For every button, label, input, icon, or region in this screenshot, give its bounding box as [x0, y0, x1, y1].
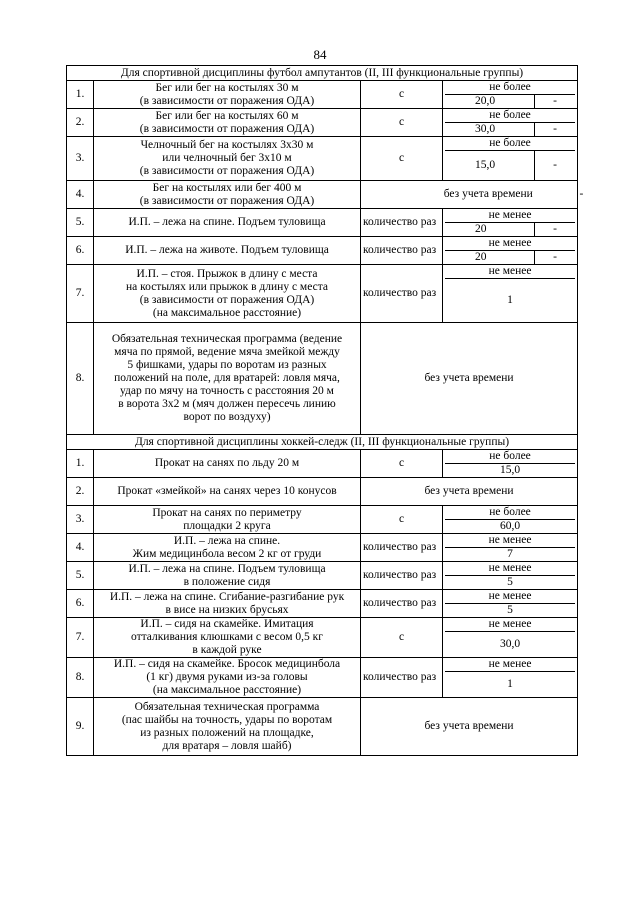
unit: с [361, 137, 443, 181]
exercise-name-line: (в зависимости от поражения ОДА) [139, 122, 315, 135]
row-number: 1. [67, 450, 94, 478]
norm-value: 20 [445, 251, 535, 264]
unit: количество раз [361, 209, 443, 237]
unit: с [361, 109, 443, 137]
table-row [67, 506, 578, 534]
norm-value: 20 [445, 223, 535, 236]
unit: количество раз [361, 658, 443, 698]
exercise-name-line: И.П. – лежа на спине. Сгибание-разгибание рук [109, 590, 345, 603]
row-number: 6. [67, 590, 94, 618]
exercise-name-line: Прокат на санях по периметру [152, 506, 302, 519]
norm-extra: - [553, 95, 557, 107]
exercise-name-line: 5 фишками, удары по воротам из разных [127, 359, 327, 371]
norm-extra: - [553, 223, 557, 235]
table-row [67, 237, 578, 265]
norm-limit: не менее [445, 562, 575, 576]
table-row [67, 81, 578, 109]
unit-wide: без учета времени [361, 181, 578, 209]
norm-limit: не менее [445, 618, 575, 632]
exercise-name-line: (в зависимости от поражения ОДА) [139, 165, 315, 177]
norm-cell [443, 590, 578, 618]
norm-cell [443, 534, 578, 562]
exercise-name-line: И.П. – лежа на спине. [173, 534, 281, 547]
exercise-name-line: И.П. – лежа на животе. Подъем туловища [125, 244, 329, 256]
page-number: 84 [313, 47, 327, 62]
row-number: 4. [67, 181, 94, 209]
norm-cell [443, 562, 578, 590]
unit-wide: без учета времени [361, 698, 578, 756]
exercise-name-line: ворот по воздуху) [183, 411, 271, 423]
exercise-name-line: И.П. – лежа на спине. Подъем туловища [128, 562, 326, 575]
norm-limit: не более [445, 109, 575, 123]
table-row [67, 698, 578, 756]
norm [445, 534, 575, 561]
norm-limit: не более [445, 137, 575, 151]
exercise-name-line: Бег или бег на костылях 30 м [155, 81, 299, 94]
norm-cell [443, 618, 578, 658]
exercise-name [94, 658, 361, 698]
row-number: 1. [67, 81, 94, 109]
exercise-name-line: в каждой руке [192, 644, 262, 656]
norm-values [445, 95, 575, 108]
norm-limit: не менее [445, 590, 575, 604]
exercise-name-line: мяча по прямой, ведение мяча змейкой между [114, 346, 340, 358]
norm-cell [443, 209, 578, 237]
row-number: 5. [67, 209, 94, 237]
exercise-name-line: Прокат на санях по льду 20 м [154, 457, 300, 469]
norm [445, 590, 575, 617]
norm-value: 15,0 [499, 464, 521, 476]
exercise-name-line: И.П. – сидя на скамейке. Бросок медицинбола [113, 658, 341, 670]
row-number: 8. [67, 323, 94, 435]
exercise-name [94, 181, 361, 209]
table-row [67, 534, 578, 562]
exercise-name-line: (в зависимости от поражения ОДА) [139, 94, 315, 107]
row-number: 9. [67, 698, 94, 756]
table-row [67, 209, 578, 237]
row-number: 7. [67, 618, 94, 658]
exercise-name [94, 698, 361, 756]
exercise-name [94, 81, 361, 109]
exercise-name-line: Жим медицинбола весом 2 кг от груди [132, 547, 322, 560]
norm-limit: не более [445, 81, 575, 95]
norm [445, 618, 575, 657]
row-number: 2. [67, 109, 94, 137]
norm-value: 30,0 [499, 638, 521, 650]
norms-table [66, 65, 584, 756]
norm-extra: - [553, 123, 557, 135]
exercise-name [94, 450, 361, 478]
exercise-name-line: удар по мячу на точность с расстояния 20 м [120, 385, 334, 397]
exercise-name [94, 562, 361, 590]
norm [445, 562, 575, 589]
norm [445, 658, 575, 697]
norm-value: 30,0 [445, 123, 535, 136]
norm-limit: не менее [445, 209, 575, 223]
norm-cell [443, 450, 578, 478]
norm-value: 5 [507, 604, 513, 616]
norm-limit: не менее [445, 237, 575, 251]
norm-extra: - [553, 251, 557, 263]
exercise-name-line: в ворота 3х2 м (мяч должен пересечь линию [118, 398, 336, 410]
exercise-name-line: в висе на низких брусьях [165, 603, 289, 616]
exercise-name-line: Бег или бег на костылях 60 м [155, 109, 299, 122]
exercise-name [94, 618, 361, 658]
exercise-name-line: (пас шайбы на точность, удары по воротам [121, 713, 333, 726]
exercise-name-line: или челночный бег 3х10 м [162, 152, 292, 164]
row-number: 4. [67, 534, 94, 562]
exercise-name-line: Обязательная техническая программа [134, 700, 320, 713]
norm-value: 5 [507, 576, 513, 588]
exercise-name-line: для вратаря – ловля шайб) [162, 739, 292, 752]
exercise-name-line: И.П. – лежа на спине. Подъем туловища [128, 216, 326, 228]
exercise-name-line: Бег на костылях или бег 400 м [152, 181, 302, 194]
exercise-name-line: площадки 2 круга [183, 519, 271, 532]
row-number: 3. [67, 137, 94, 181]
norm-cell [443, 81, 578, 109]
table-row [67, 109, 578, 137]
row-number: 6. [67, 237, 94, 265]
norm-value: 60,0 [499, 520, 521, 532]
exercise-name-line: Обязательная техническая программа (ведение [111, 333, 343, 345]
norm-value: 20,0 [445, 95, 535, 108]
table-row [67, 265, 578, 323]
norm-extra: - [553, 159, 557, 171]
exercise-name [94, 209, 361, 237]
norm-values [445, 279, 575, 322]
row-number: 3. [67, 506, 94, 534]
exercise-name [94, 534, 361, 562]
norm-value: 7 [507, 548, 513, 560]
norm [445, 237, 575, 264]
norm [445, 81, 575, 108]
norm [445, 209, 575, 236]
section-title: Для спортивной дисциплины футбол ампутантов (II, III функциональные группы) [67, 66, 578, 81]
exercise-name-line: Челночный бег на костылях 3х30 м [140, 139, 314, 151]
section-title: Для спортивной дисциплины хоккей-следж (II, III функциональные группы) [67, 435, 578, 450]
table-row [67, 590, 578, 618]
norm-limit: не менее [445, 534, 575, 548]
norm-limit: не более [445, 450, 575, 464]
norm-values [445, 576, 575, 589]
exercise-name-line: (1 кг) двумя руками из-за головы [146, 671, 308, 683]
exercise-name-line: (в зависимости от поражения ОДА) [139, 293, 315, 306]
norm-value: 15,0 [445, 151, 535, 180]
row-number: 8. [67, 658, 94, 698]
row-number: 5. [67, 562, 94, 590]
norm [445, 450, 575, 477]
unit: с [361, 506, 443, 534]
unit: количество раз [361, 562, 443, 590]
norm-values [445, 251, 575, 264]
exercise-name-line: И.П. – стоя. Прыжок в длину с места [136, 267, 318, 280]
exercise-name [94, 478, 361, 506]
exercise-name [94, 590, 361, 618]
exercise-name [94, 109, 361, 137]
norm-values [445, 632, 575, 657]
unit-wide: без учета времени [361, 478, 578, 506]
exercise-name-line: Прокат «змейкой» на санях через 10 конусов [117, 485, 337, 497]
exercise-name [94, 506, 361, 534]
norm-cell [443, 506, 578, 534]
table-row [67, 562, 578, 590]
norm-values [445, 604, 575, 617]
row-number: 7. [67, 265, 94, 323]
row-number: 2. [67, 478, 94, 506]
exercise-name [94, 237, 361, 265]
norm-values [445, 151, 575, 180]
norm-cell [443, 109, 578, 137]
unit: с [361, 450, 443, 478]
exercise-name-line: отталкивания клюшками с весом 0,5 кг [130, 631, 323, 643]
unit: с [361, 81, 443, 109]
norm-values [445, 223, 575, 236]
norm-cell [443, 265, 578, 323]
unit: количество раз [361, 265, 443, 323]
exercise-name-line: И.П. – сидя на скамейке. Имитация [140, 618, 314, 630]
norm-values [445, 548, 575, 561]
exercise-name [94, 265, 361, 323]
table-row [67, 323, 578, 435]
table-row [67, 658, 578, 698]
norm-values [445, 672, 575, 697]
norm-limit: не менее [445, 658, 575, 672]
table-row: 4. Бег на костылях или бег 400 м (в зависимости от поражения ОДА) без учета времени - [67, 181, 578, 209]
norm-value: 1 [507, 294, 513, 306]
norm [445, 265, 575, 322]
unit: количество раз [361, 590, 443, 618]
unit-wide: без учета времени [361, 323, 578, 435]
unit: с [361, 618, 443, 658]
norm-cell [443, 237, 578, 265]
norm [445, 109, 575, 136]
unit: количество раз [361, 534, 443, 562]
exercise-name-line: из разных положений на площадке, [140, 726, 314, 739]
exercise-name-line: (в зависимости от поражения ОДА) [139, 194, 315, 207]
table-row [67, 450, 578, 478]
norm-values [445, 520, 575, 533]
norm-limit: не менее [445, 265, 575, 279]
exercise-name-line: на костылях или прыжок в длину с места [126, 280, 328, 293]
norm-limit: не более [445, 506, 575, 520]
exercise-name-line: положений на поле, для вратарей: ловля мяча, [114, 372, 340, 384]
section-header-row [67, 66, 578, 81]
norm-cell [443, 137, 578, 181]
norm [445, 137, 575, 180]
norm-values [445, 123, 575, 136]
norm-value: 1 [507, 678, 513, 690]
norm-cell [443, 658, 578, 698]
exercise-name [94, 137, 361, 181]
table-row [67, 618, 578, 658]
section-header-row [67, 435, 578, 450]
norm [445, 506, 575, 533]
table-row [67, 478, 578, 506]
exercise-name [94, 323, 361, 435]
exercise-name-line: (на максимальное расстояние) [152, 306, 302, 319]
norm-values [445, 464, 575, 477]
exercise-name-line: (на максимальное расстояние) [152, 684, 302, 696]
table-row [67, 137, 578, 181]
exercise-name-line: в положение сидя [183, 575, 271, 588]
unit: количество раз [361, 237, 443, 265]
